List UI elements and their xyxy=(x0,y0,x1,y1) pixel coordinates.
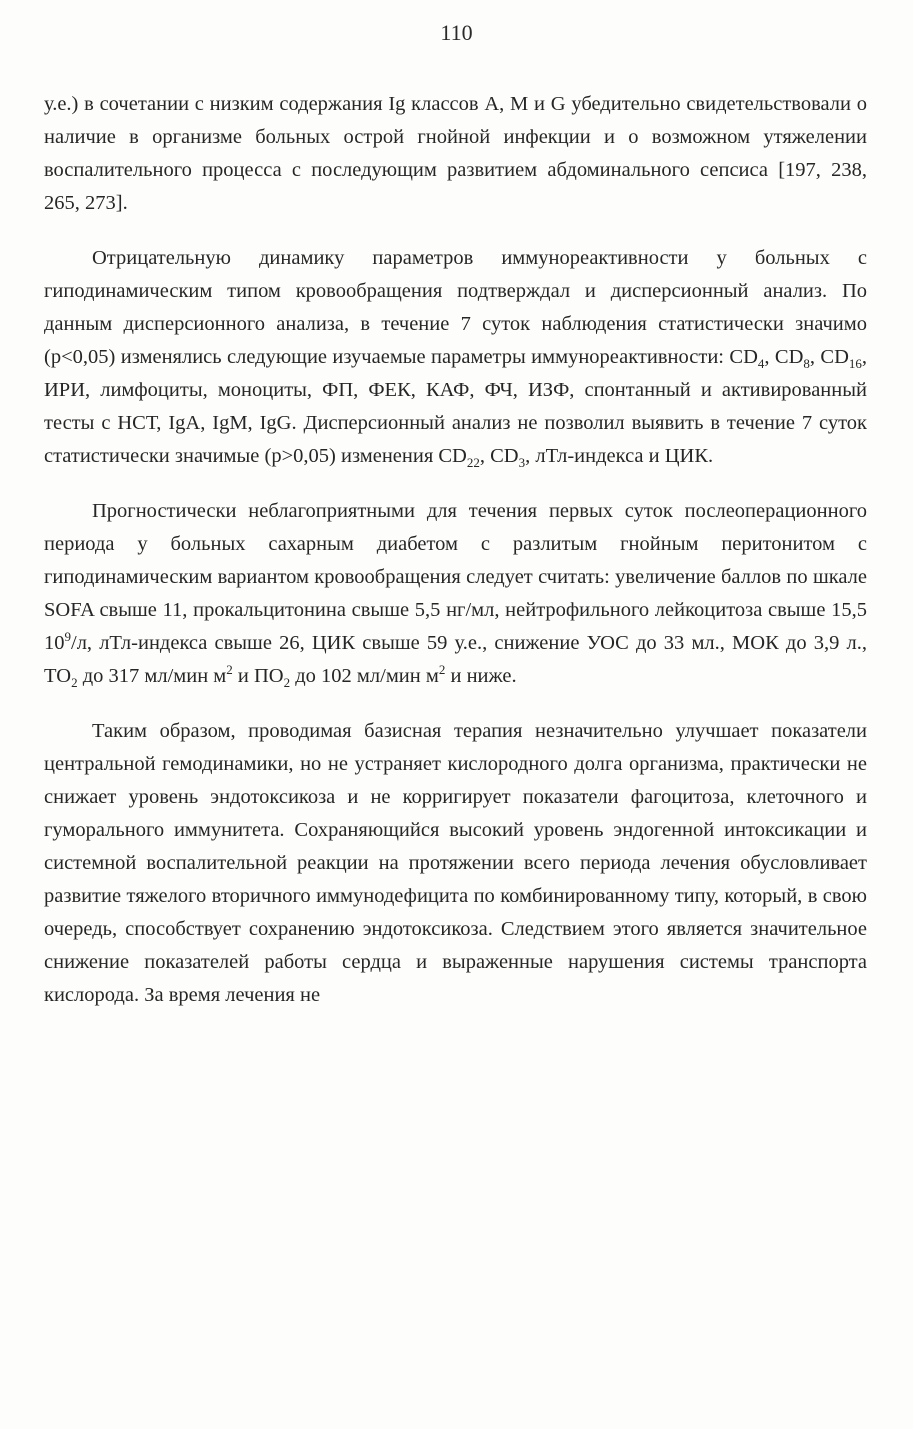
paragraph-2: Отрицательную динамику параметров иммунореактивности у больных с гиподинамическим типом кровообращения подтверждал и дисперсионный анализ. По данным дисперсионного анализа, в течение 7 суток наблюдения статистически значимо (p<0,05) изменялись следующие изучаемые параметры иммунореактивности: $CD_4$, $CD_8$, $CD_{16}$, ИРИ, лимфоциты, моноциты, ФП, ФЕК, КАФ, ФЧ, ИЗФ, спонтанный и активированный тесты с НСТ, IgA, IgM, IgG. Дисперсионный анализ не позволил выявить в течение 7 суток статистически значимые (p>0,05) изменения $CD_{22}$, $CD_3$, лТл-индекса и ЦИК. xyxy=(44,247,867,471)
subscript: 8 xyxy=(803,356,810,372)
paragraph-3: Прогностически неблагоприятными для течения первых суток послеоперационного периода у больных сахарным диабетом с разлитым гнойным перитонитом с гиподинамическим вариантом кровообращения следует считать: увеличение баллов по шкале SOFA свыше 11, прокальцитонина свыше 5,5 нг/мл, нейтрофильного лейкоцитоза свыше 15,5 $10^9/л$, лТл-индекса свыше 26, ЦИК свыше 59 у.е., снижение УОС до 33 мл., МОК до 3,9 л., $ТО_2$ до 317 мл/мин $м^2$ и $ПО_2$ до 102 мл/мин $м^2$ и ниже. xyxy=(44,500,867,691)
superscript: 2 xyxy=(226,662,233,678)
subscript: 4 xyxy=(757,356,765,372)
subscript: 16 xyxy=(848,356,862,372)
subscript: 22 xyxy=(466,455,480,471)
subscript: 2 xyxy=(71,675,78,691)
paragraph-1: у.е.) в сочетании с низким содержания Ig классов А, М и G убедительно свидетельствовали о наличие в организме больных острой гнойной инфекции и о возможном утяжелении воспалительного процесса с последующим развитием абдоминального сепсиса [197, 238, 265, 273]. xyxy=(44,93,867,214)
subscript: 2 xyxy=(283,675,291,691)
superscript: 2 xyxy=(438,662,446,678)
superscript: 9 xyxy=(64,629,71,645)
page-number: 110 xyxy=(440,20,473,45)
paragraph-4: Таким образом, проводимая базисная терапия незначительно улучшает показатели центральной гемодинамики, но не устраняет кислородного долга организма, практически не снижает уровень эндотоксикоза и не корригирует показатели фагоцитоза, клеточного и гуморального иммунитета. Сохраняющийся высокий уровень эндогенной интоксикации и системной воспалительной реакции на протяжении всего периода лечения обусловливает развитие тяжелого вторичного иммунодефицита по комбинированному типу, который, в свою очередь, способствует сохранению эндотоксикоза. Следствием этого является значительное снижение показателей работы сердца и выраженные нарушения системы транспорта кислорода. За время лечения не xyxy=(44,720,867,1006)
subscript: 3 xyxy=(518,455,526,471)
body-text xyxy=(44,88,867,1034)
